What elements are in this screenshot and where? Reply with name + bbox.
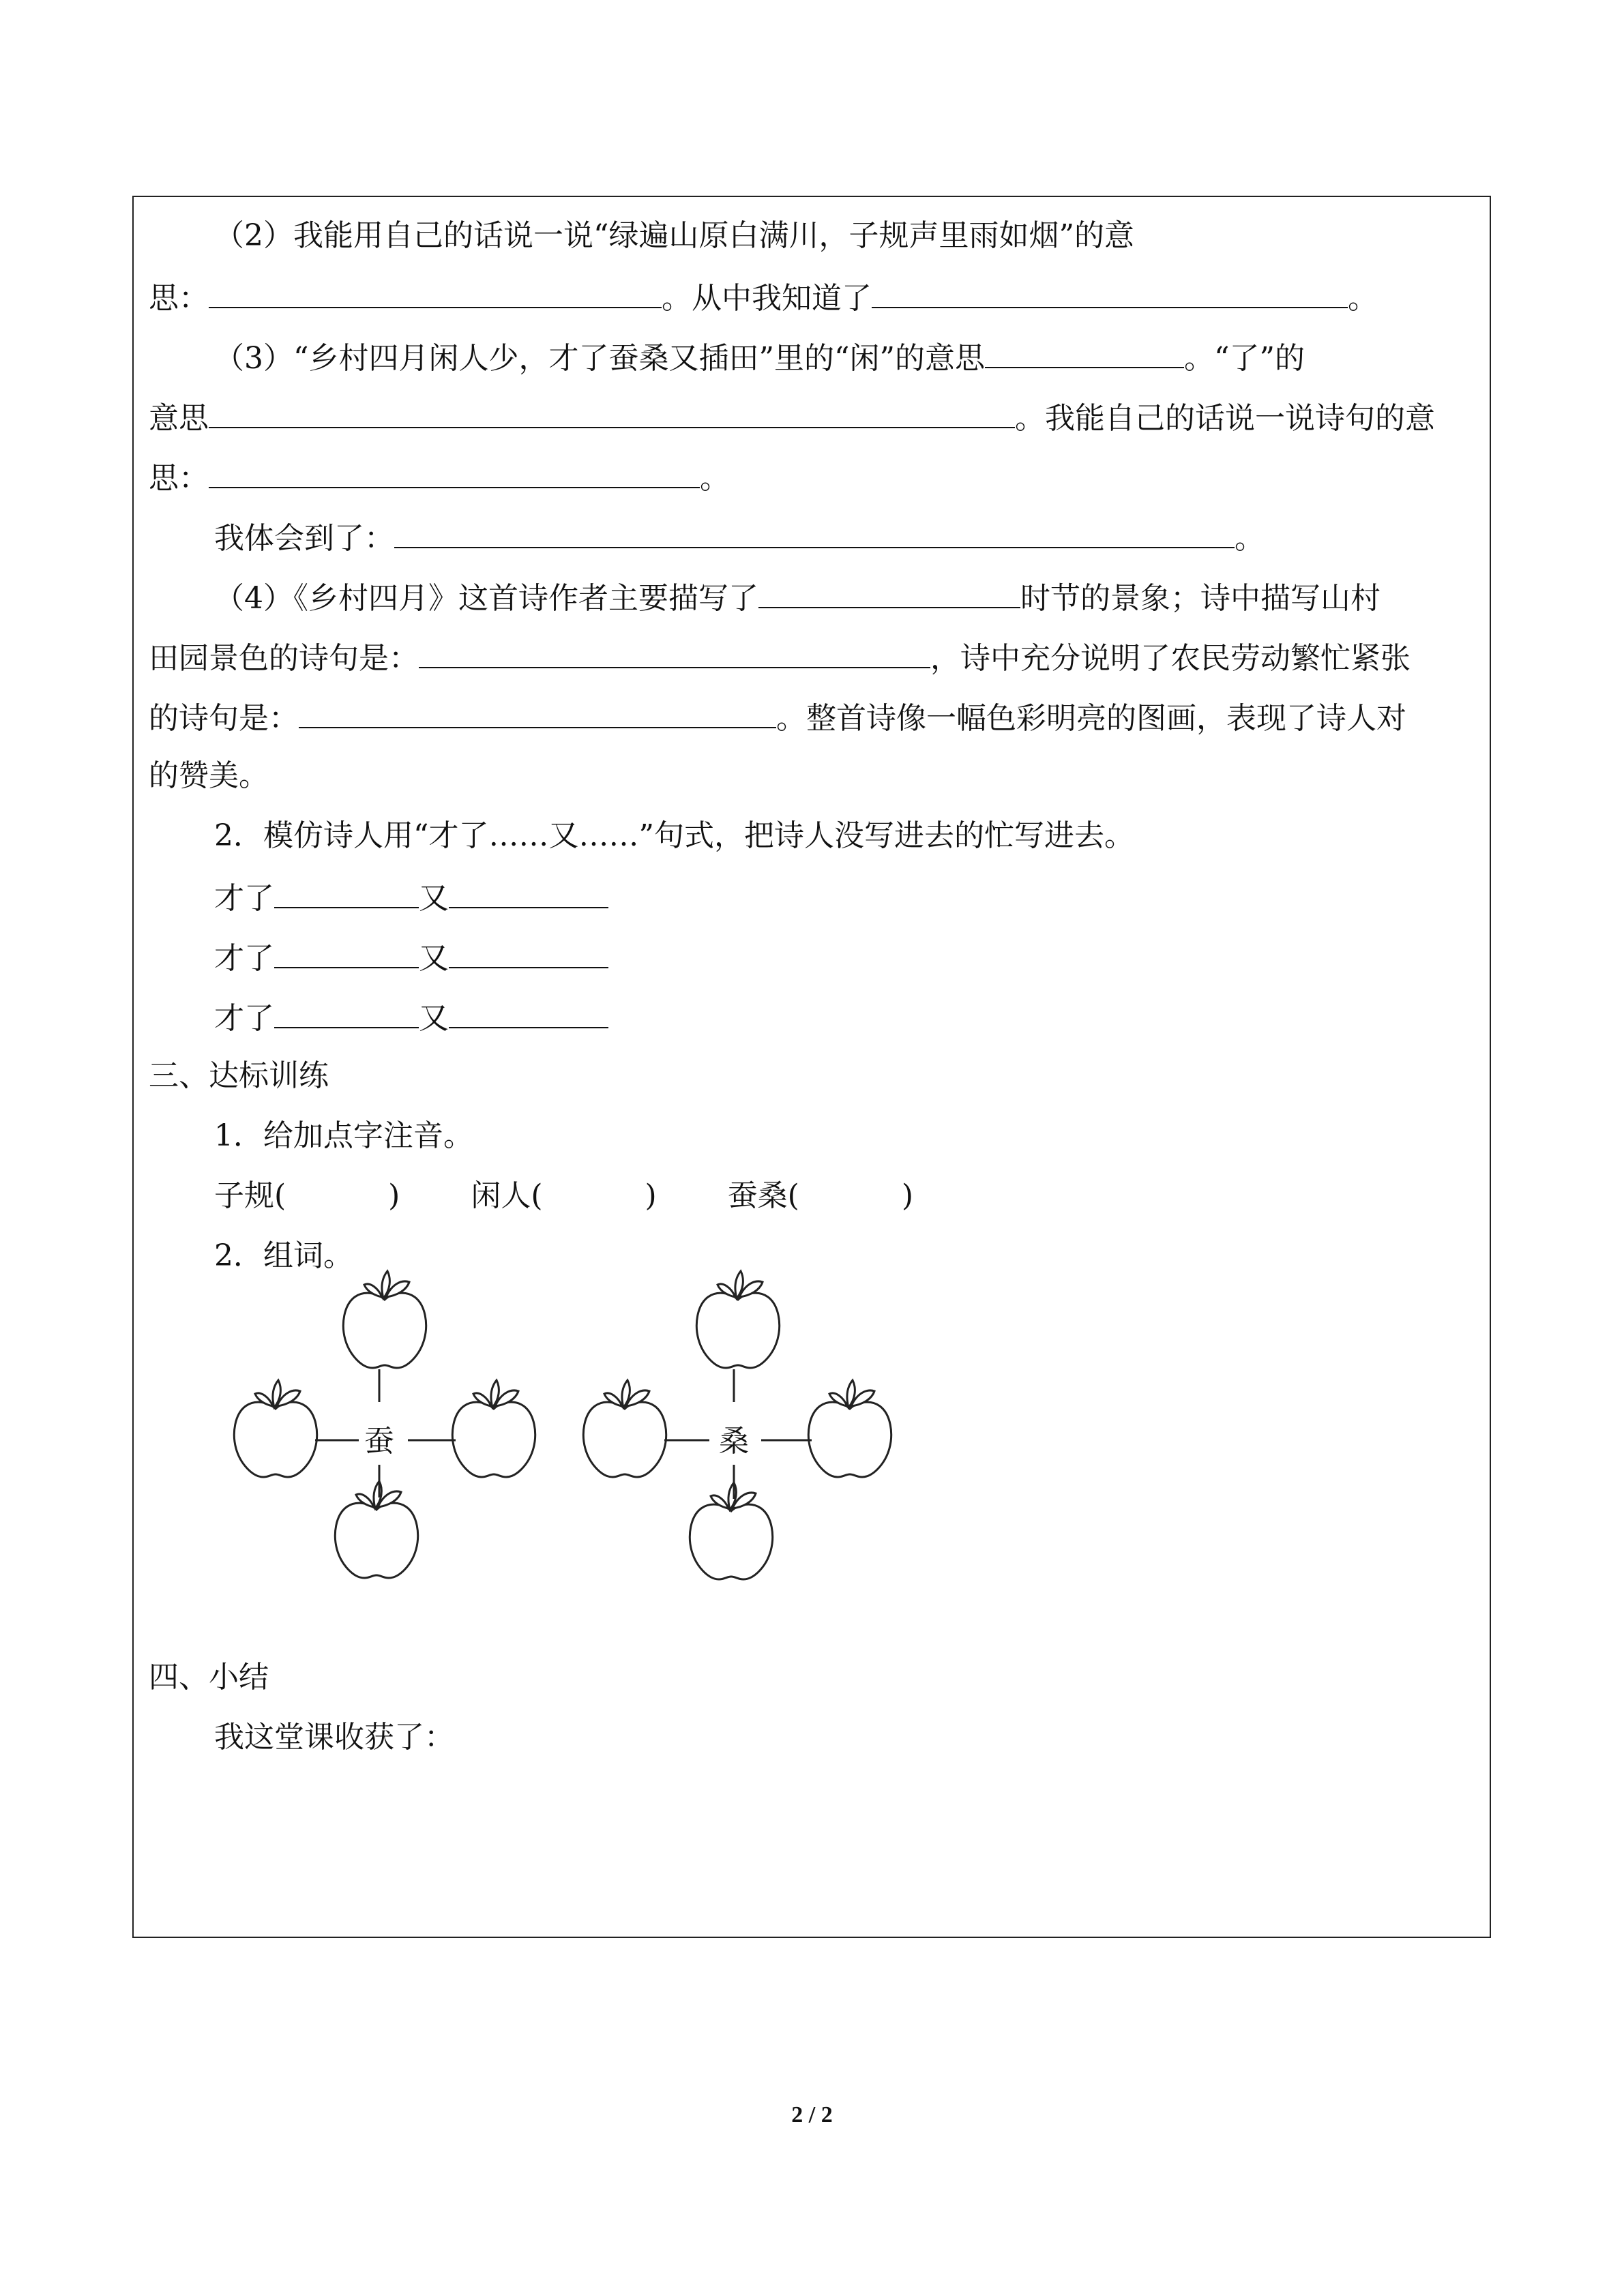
task2-row-1-blank-b[interactable] xyxy=(449,876,608,908)
q4-line2-text: 田园景色的诗句是： xyxy=(149,641,419,676)
section3-item2: 2．组词。 xyxy=(214,1238,353,1273)
apple-icon xyxy=(452,1380,535,1477)
q3-line4-tail: 。 xyxy=(1235,521,1265,556)
q4-line1-text: （4）《乡村四月》这首诗作者主要描写了 xyxy=(214,581,758,616)
task2-row-2-blank-b[interactable] xyxy=(449,936,608,968)
apple-icon xyxy=(583,1380,666,1477)
word-web-diagram xyxy=(225,1266,907,1607)
task2-row-3-b: 又 xyxy=(419,1001,449,1036)
q4-blank-busy-lines[interactable] xyxy=(299,696,776,728)
task2-row-3 xyxy=(214,996,608,1039)
q4-line3 xyxy=(149,696,1406,739)
word-web-1-center: 蚕 xyxy=(364,1424,394,1459)
pinyin-close-2: ) xyxy=(645,1178,657,1213)
q4-line1 xyxy=(214,576,1381,619)
section3-item1: 1．给加点字注音。 xyxy=(214,1118,473,1153)
apple-icon xyxy=(808,1380,891,1477)
q3-blank-feeling[interactable] xyxy=(394,516,1235,548)
q3-line1-tail: 。“了”的 xyxy=(1183,341,1305,376)
q2-prefix: 思： xyxy=(149,281,209,316)
pinyin-close-3: ) xyxy=(901,1178,914,1213)
apple-icon xyxy=(234,1380,316,1477)
task2-row-1-blank-a[interactable] xyxy=(274,876,419,908)
q3-line3-text: 思： xyxy=(149,461,209,496)
q4-line3-tail: 。整首诗像一幅色彩明亮的图画，表现了诗人对 xyxy=(776,701,1406,736)
pinyin-row xyxy=(214,1176,913,1217)
word-web-2-center: 桑 xyxy=(719,1424,749,1459)
q2-blank-learned[interactable] xyxy=(872,275,1348,308)
q3-blank-liao[interactable] xyxy=(209,396,1015,428)
section4-prompt: 我这堂课收获了： xyxy=(214,1720,454,1755)
task2-row-1-a: 才了 xyxy=(214,881,274,916)
apple-icon xyxy=(335,1481,417,1578)
q4-line2 xyxy=(149,636,1411,679)
q3-line1-text: （3）“乡村四月闲人少，才了蚕桑又插田”里的“闲”的意思 xyxy=(214,341,985,376)
q2-line2 xyxy=(149,275,1378,319)
task2-row-3-a: 才了 xyxy=(214,1001,274,1036)
task2-title: 2．模仿诗人用“才了……又……”句式，把诗人没写进去的忙写进去。 xyxy=(214,818,1134,853)
section3-title: 三、达标训练 xyxy=(149,1058,329,1093)
q4-blank-scenery-lines[interactable] xyxy=(419,636,930,668)
q3-line4 xyxy=(214,516,1265,559)
task2-row-1 xyxy=(214,876,608,919)
q3-blank-sentence-meaning[interactable] xyxy=(209,456,700,488)
pinyin-word-1: 子规( xyxy=(214,1178,286,1213)
q3-line2-tail: 。我能自己的话说一说诗句的意 xyxy=(1015,401,1435,436)
q3-line4-text: 我体会到了： xyxy=(214,521,394,556)
q4-line2-tail: ，诗中充分说明了农民劳动繁忙紧张 xyxy=(930,641,1411,676)
pinyin-close-1: ) xyxy=(388,1178,400,1213)
task2-row-2-blank-a[interactable] xyxy=(274,936,419,968)
q4-line3-text: 的诗句是： xyxy=(149,701,299,736)
q3-line1 xyxy=(214,336,1305,379)
q2-mid: 。从中我知道了 xyxy=(662,281,872,316)
task2-row-2-b: 又 xyxy=(419,941,449,976)
q2-line1: （2）我能用自己的话说一说“绿遍山原白满川，子规声里雨如烟”的意 xyxy=(214,218,1134,253)
task2-row-3-blank-b[interactable] xyxy=(449,996,608,1028)
section4-title: 四、小结 xyxy=(149,1660,269,1695)
pinyin-word-3: 蚕桑( xyxy=(727,1178,799,1213)
task2-row-2-a: 才了 xyxy=(214,941,274,976)
word-web-2 xyxy=(583,1271,891,1579)
q3-line3 xyxy=(149,456,730,499)
task2-row-3-blank-a[interactable] xyxy=(274,996,419,1028)
q3-line2 xyxy=(149,396,1435,439)
task2-row-2 xyxy=(214,936,608,979)
apple-icon xyxy=(696,1271,779,1368)
q4-line1-tail: 时节的景象；诗中描写山村 xyxy=(1020,581,1381,616)
task2-row-1-b: 又 xyxy=(419,881,449,916)
q2-blank-meaning[interactable] xyxy=(209,275,662,308)
q2-end: 。 xyxy=(1348,281,1378,316)
q4-blank-season[interactable] xyxy=(758,576,1020,608)
page-number: 2 / 2 xyxy=(791,2102,833,2128)
q3-blank-xian[interactable] xyxy=(985,336,1184,368)
apple-icon xyxy=(690,1482,772,1579)
word-web-1 xyxy=(234,1271,535,1578)
pinyin-word-2: 闲人( xyxy=(471,1178,543,1213)
q4-line4: 的赞美。 xyxy=(149,758,269,793)
q3-line3-tail: 。 xyxy=(700,461,730,496)
q3-line2-text: 意思 xyxy=(149,401,209,436)
apple-icon xyxy=(343,1271,426,1368)
